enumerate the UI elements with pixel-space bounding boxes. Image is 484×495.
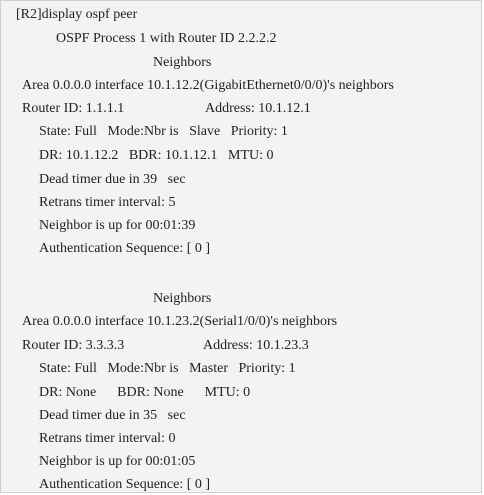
dr-bdr-line-2: DR: None BDR: None MTU: 0 — [39, 385, 251, 400]
uptime-line-1: Neighbor is up for 00:01:39 — [39, 218, 196, 233]
neighbors-heading-1: Neighbors — [153, 55, 212, 70]
state-line-2: State: Full Mode:Nbr is Master Priority: 1 — [39, 361, 296, 376]
auth-sequence-line-1: Authentication Sequence: [ 0 ] — [39, 241, 211, 256]
address-line-2: Address: 10.1.23.3 — [203, 338, 309, 353]
retrans-timer-line-2: Retrans timer interval: 0 — [39, 431, 176, 446]
uptime-line-2: Neighbor is up for 00:01:05 — [39, 454, 196, 469]
retrans-timer-line-1: Retrans timer interval: 5 — [39, 195, 176, 210]
dead-timer-line-2: Dead timer due in 35 sec — [39, 408, 186, 423]
dead-timer-line-1: Dead timer due in 39 sec — [39, 172, 186, 187]
ospf-process-line: OSPF Process 1 with Router ID 2.2.2.2 — [56, 31, 277, 46]
dr-bdr-line-1: DR: 10.1.12.2 BDR: 10.1.12.1 MTU: 0 — [39, 148, 274, 163]
neighbors-heading-2: Neighbors — [153, 291, 212, 306]
address-line-1: Address: 10.1.12.1 — [205, 101, 311, 116]
auth-sequence-line-2: Authentication Sequence: [ 0 ] — [39, 477, 211, 492]
area-interface-line-1: Area 0.0.0.0 interface 10.1.12.2(GigabitEthernet0/0/0)'s neighbors — [22, 78, 394, 93]
area-interface-line-2: Area 0.0.0.0 interface 10.1.23.2(Serial1/0/0)'s neighbors — [22, 314, 338, 329]
command-line: [R2]display ospf peer — [16, 7, 138, 22]
router-id-line-2: Router ID: 3.3.3.3 — [22, 338, 125, 353]
state-line-1: State: Full Mode:Nbr is Slave Priority: 1 — [39, 124, 288, 139]
router-id-line-1: Router ID: 1.1.1.1 — [22, 101, 125, 116]
